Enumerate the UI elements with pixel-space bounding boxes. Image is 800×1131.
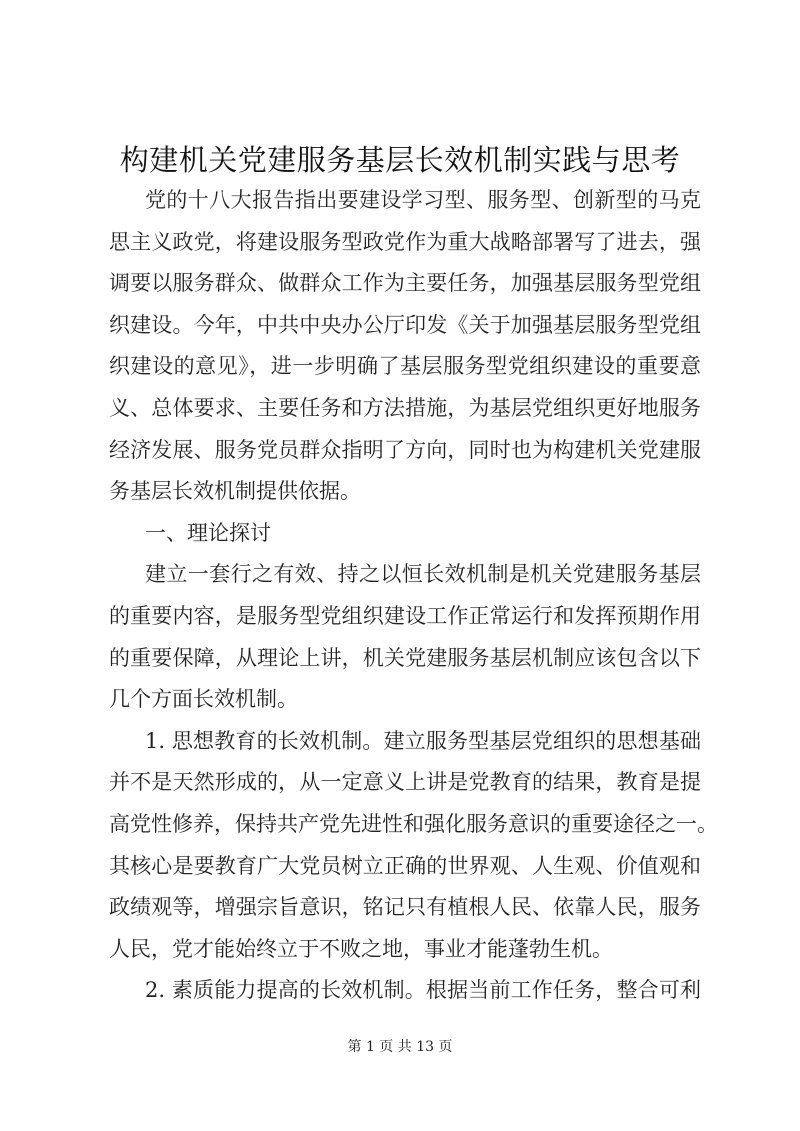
text-line: 的重要内容，是服务型党组织建设工作正常运行和发挥预期作用 [109, 603, 701, 628]
text-line: 义、总体要求、主要任务和方法措施，为基层党组织更好地服务 [109, 395, 701, 420]
text-line: 并不是天然形成的，从一定意义上讲是党教育的结果，教育是提 [109, 770, 701, 795]
text-line: 人民，党才能始终立于不败之地，事业才能蓬勃生机。 [109, 936, 613, 961]
text-line: 一、理论探讨 [145, 520, 271, 545]
text-line: 思主义政党，将建设服务型政党作为重大战略部署写了进去，强 [109, 229, 701, 254]
text-line: 调要以服务群众、做群众工作为主要任务，加强基层服务型党组 [109, 271, 701, 296]
document-body [109, 180, 718, 1012]
text-line: 2. 素质能力提高的长效机制。根据当前工作任务，整合可利 [145, 978, 701, 1003]
text-line: 1. 思想教育的长效机制。建立服务型基层党组织的思想基础 [145, 728, 701, 753]
page-footer: 第 1 页 共 13 页 [347, 1039, 453, 1055]
text-line: 其核心是要教育广大党员树立正确的世界观、人生观、价值观和 [109, 853, 701, 878]
document-title: 构建机关党建服务基层长效机制实践与思考 [119, 143, 681, 177]
text-line: 织建设。今年，中共中央办公厅印发《关于加强基层服务型党组 [109, 312, 701, 337]
text-line: 建立一套行之有效、持之以恒长效机制是机关党建服务基层 [145, 562, 701, 587]
text-line: 务基层长效机制提供依据。 [109, 479, 361, 504]
text-line: 几个方面长效机制。 [109, 687, 298, 712]
text-line: 高党性修养，保持共产党先进性和强化服务意识的重要途径之一。 [109, 811, 718, 836]
text-line: 经济发展、服务党员群众指明了方向，同时也为构建机关党建服 [109, 437, 701, 462]
text-line: 织建设的意见》，进一步明确了基层服务型党组织建设的重要意 [109, 354, 701, 379]
text-line: 的重要保障，从理论上讲，机关党建服务基层机制应该包含以下 [109, 645, 701, 670]
text-line: 政绩观等，增强宗旨意识，铭记只有植根人民、依靠人民，服务 [109, 895, 701, 920]
text-line: 党的十八大报告指出要建设学习型、服务型、创新型的马克 [145, 188, 701, 212]
